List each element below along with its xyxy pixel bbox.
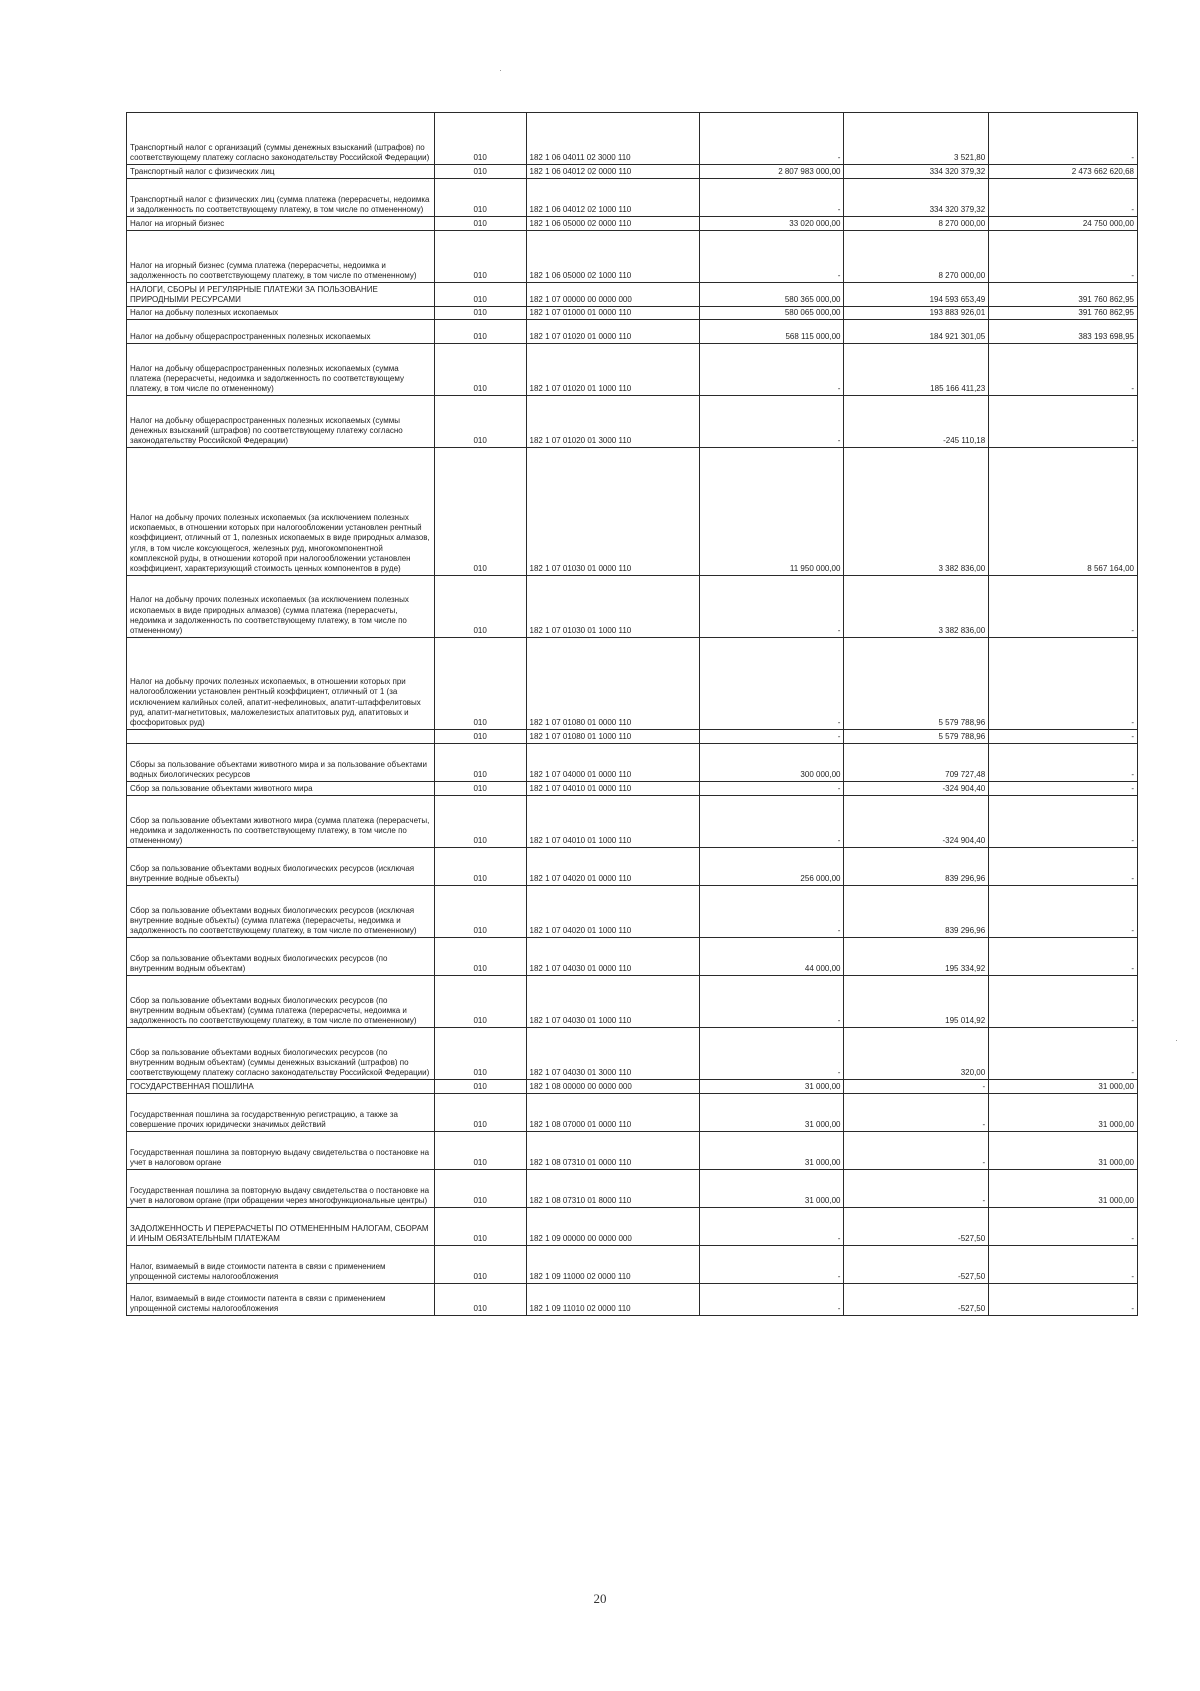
page-number: 20 [593, 1591, 607, 1606]
row-executed: 194 593 653,49 [844, 283, 989, 307]
row-kbk: 182 1 07 01080 01 0000 110 [526, 638, 699, 730]
row-executed: 5 579 788,96 [844, 730, 989, 744]
table-row [127, 165, 1138, 179]
table-row [127, 448, 1138, 576]
row-name: Сборы за пользование объектами животного мира и за пользование объектами водных биологических ресурсов [127, 744, 435, 782]
row-executed: -527,50 [844, 1246, 989, 1284]
row-kbk: 182 1 06 04012 02 1000 110 [526, 179, 699, 217]
row-name: НАЛОГИ, СБОРЫ И РЕГУЛЯРНЫЕ ПЛАТЕЖИ ЗА ПОЛЬЗОВАНИЕ ПРИРОДНЫМИ РЕСУРСАМИ [127, 283, 435, 307]
row-unexecuted: - [989, 1284, 1138, 1316]
row-name: Сбор за пользование объектами животного мира (сумма платежа (перерасчеты, недоимка и задолженность по соответствующему платежу, в том числе по отмененному) [127, 796, 435, 848]
row-approved: 580 065 000,00 [699, 307, 844, 320]
row-executed: 193 883 926,01 [844, 307, 989, 320]
row-unexecuted: - [989, 976, 1138, 1028]
row-kbk: 182 1 09 00000 00 0000 000 [526, 1208, 699, 1246]
table-row [127, 576, 1138, 638]
row-kbk: 182 1 07 01020 01 3000 110 [526, 396, 699, 448]
row-executed: 8 270 000,00 [844, 231, 989, 283]
table-row [127, 344, 1138, 396]
scan-speck [500, 70, 501, 71]
table-row [127, 1170, 1138, 1208]
row-code: 010 [434, 1284, 526, 1316]
table-row [127, 938, 1138, 976]
row-unexecuted: - [989, 231, 1138, 283]
row-unexecuted: 31 000,00 [989, 1132, 1138, 1170]
row-kbk: 182 1 06 05000 02 1000 110 [526, 231, 699, 283]
row-approved: 256 000,00 [699, 848, 844, 886]
row-name: Сбор за пользование объектами водных биологических ресурсов (по внутренним водным объектам) (суммы денежных взысканий (штрафов) по соответствующему платежу согласно законодательству Российской Федерации) [127, 1028, 435, 1080]
row-code: 010 [434, 1170, 526, 1208]
table-row [127, 320, 1138, 344]
row-kbk: 182 1 07 01020 01 1000 110 [526, 344, 699, 396]
row-approved: - [699, 1246, 844, 1284]
row-kbk: 182 1 06 05000 02 0000 110 [526, 217, 699, 231]
row-unexecuted: - [989, 576, 1138, 638]
row-unexecuted: 2 473 662 620,68 [989, 165, 1138, 179]
row-executed: - [844, 1170, 989, 1208]
row-executed: 195 334,92 [844, 938, 989, 976]
table-row [127, 848, 1138, 886]
row-unexecuted: 31 000,00 [989, 1094, 1138, 1132]
row-name: Налог на добычу общераспространенных полезных ископаемых [127, 320, 435, 344]
row-kbk: 182 1 08 07000 01 0000 110 [526, 1094, 699, 1132]
table-row [127, 179, 1138, 217]
row-kbk: 182 1 07 01030 01 0000 110 [526, 448, 699, 576]
row-approved: - [699, 396, 844, 448]
row-kbk: 182 1 07 04030 01 3000 110 [526, 1028, 699, 1080]
row-executed: 334 320 379,32 [844, 179, 989, 217]
row-approved: - [699, 179, 844, 217]
row-code: 010 [434, 1246, 526, 1284]
table-row [127, 782, 1138, 796]
row-unexecuted: - [989, 638, 1138, 730]
row-unexecuted: - [989, 344, 1138, 396]
row-kbk: 182 1 07 04020 01 1000 110 [526, 886, 699, 938]
row-name: Налог на добычу прочих полезных ископаемых, в отношении которых при налогообложении установлен рентный коэффициент, отличный от 1 (за исключением калийных солей, апатит-нефелиновых, апатит-штаффелитовых руд, апатит-магнетитовых, маложелезистых апатитовых руд, апатитовых и фосфоритовых руд) [127, 638, 435, 730]
row-code: 010 [434, 976, 526, 1028]
scan-speck [1176, 1040, 1177, 1041]
row-approved: - [699, 231, 844, 283]
row-approved: 31 000,00 [699, 1080, 844, 1094]
row-kbk: 182 1 09 11000 02 0000 110 [526, 1246, 699, 1284]
row-unexecuted: - [989, 848, 1138, 886]
table-row [127, 796, 1138, 848]
row-code: 010 [434, 217, 526, 231]
row-name: Сбор за пользование объектами водных биологических ресурсов (исключая внутренние водные объекты) [127, 848, 435, 886]
row-kbk: 182 1 09 11010 02 0000 110 [526, 1284, 699, 1316]
row-kbk: 182 1 07 01000 01 0000 110 [526, 307, 699, 320]
row-approved: 31 000,00 [699, 1094, 844, 1132]
row-code: 010 [434, 344, 526, 396]
revenue-table [126, 112, 1138, 1316]
row-kbk: 182 1 07 04030 01 1000 110 [526, 976, 699, 1028]
row-kbk: 182 1 07 04020 01 0000 110 [526, 848, 699, 886]
row-name [127, 730, 435, 744]
row-approved: - [699, 886, 844, 938]
table-row [127, 113, 1138, 165]
row-code: 010 [434, 638, 526, 730]
row-code: 010 [434, 165, 526, 179]
row-name: Налог на добычу общераспространенных полезных ископаемых (сумма платежа (перерасчеты, недоимка и задолженность по соответствующему платежу, в том числе по отмененному) [127, 344, 435, 396]
row-kbk: 182 1 07 01020 01 0000 110 [526, 320, 699, 344]
row-approved: 580 365 000,00 [699, 283, 844, 307]
row-name: Транспортный налог с организаций (суммы денежных взысканий (штрафов) по соответствующему платежу согласно законодательству Российской Федерации) [127, 113, 435, 165]
table-row [127, 886, 1138, 938]
row-approved: - [699, 638, 844, 730]
row-approved: 2 807 983 000,00 [699, 165, 844, 179]
row-name: Налог на игорный бизнес (сумма платежа (перерасчеты, недоимка и задолженность по соответствующему платежу, в том числе по отмененному) [127, 231, 435, 283]
row-executed: 195 014,92 [844, 976, 989, 1028]
row-kbk: 182 1 07 00000 00 0000 000 [526, 283, 699, 307]
row-name: Транспортный налог с физических лиц (сумма платежа (перерасчеты, недоимка и задолженность по соответствующему платежу, в том числе по отмененному) [127, 179, 435, 217]
table-row [127, 1028, 1138, 1080]
row-code: 010 [434, 730, 526, 744]
row-code: 010 [434, 1132, 526, 1170]
row-executed: 185 166 411,23 [844, 344, 989, 396]
row-unexecuted: 391 760 862,95 [989, 307, 1138, 320]
row-approved: 33 020 000,00 [699, 217, 844, 231]
row-executed: 320,00 [844, 1028, 989, 1080]
row-unexecuted: - [989, 782, 1138, 796]
row-name: Налог, взимаемый в виде стоимости патента в связи с применением упрощенной системы налогообложения [127, 1246, 435, 1284]
table-row [127, 396, 1138, 448]
row-unexecuted: - [989, 179, 1138, 217]
row-name: Сбор за пользование объектами водных биологических ресурсов (по внутренним водным объектам) (сумма платежа (перерасчеты, недоимка и задолженность по соответствующему платежу, в том числе по отмененному) [127, 976, 435, 1028]
row-name: Налог на добычу полезных ископаемых [127, 307, 435, 320]
row-unexecuted: - [989, 886, 1138, 938]
table-row [127, 1080, 1138, 1094]
row-unexecuted: 31 000,00 [989, 1080, 1138, 1094]
row-approved: 31 000,00 [699, 1132, 844, 1170]
row-code: 010 [434, 576, 526, 638]
row-approved: 300 000,00 [699, 744, 844, 782]
table-row [127, 730, 1138, 744]
row-approved: - [699, 113, 844, 165]
row-approved: 31 000,00 [699, 1170, 844, 1208]
row-code: 010 [434, 283, 526, 307]
table-row [127, 1284, 1138, 1316]
row-approved: - [699, 796, 844, 848]
row-code: 010 [434, 744, 526, 782]
row-executed: 3 521,80 [844, 113, 989, 165]
table-row [127, 744, 1138, 782]
row-code: 010 [434, 113, 526, 165]
row-unexecuted: 31 000,00 [989, 1170, 1138, 1208]
row-name: ЗАДОЛЖЕННОСТЬ И ПЕРЕРАСЧЕТЫ ПО ОТМЕНЕННЫМ НАЛОГАМ, СБОРАМ И ИНЫМ ОБЯЗАТЕЛЬНЫМ ПЛАТЕЖАМ [127, 1208, 435, 1246]
row-executed: 8 270 000,00 [844, 217, 989, 231]
row-name: Сбор за пользование объектами водных биологических ресурсов (по внутренним водным объектам) [127, 938, 435, 976]
row-approved: - [699, 730, 844, 744]
row-name: Сбор за пользование объектами водных биологических ресурсов (исключая внутренние водные объекты) (сумма платежа (перерасчеты, недоимка и задолженность по соответствующему платежу, в том числе по отмененному) [127, 886, 435, 938]
row-approved: - [699, 1284, 844, 1316]
row-code: 010 [434, 231, 526, 283]
row-name: Государственная пошлина за повторную выдачу свидетельства о постановке на учет в налоговом органе [127, 1132, 435, 1170]
row-executed: 334 320 379,32 [844, 165, 989, 179]
row-unexecuted: 391 760 862,95 [989, 283, 1138, 307]
row-unexecuted: 24 750 000,00 [989, 217, 1138, 231]
row-code: 010 [434, 796, 526, 848]
row-name: Налог, взимаемый в виде стоимости патента в связи с применением упрощенной системы налогообложения [127, 1284, 435, 1316]
row-approved: - [699, 1028, 844, 1080]
table-row [127, 217, 1138, 231]
row-unexecuted: - [989, 730, 1138, 744]
table-row [127, 1132, 1138, 1170]
row-unexecuted: - [989, 796, 1138, 848]
row-code: 010 [434, 448, 526, 576]
row-name: Налог на добычу прочих полезных ископаемых (за исключением полезных ископаемых, в отношении которых при налогообложении установлен рентный коэффициент, отличный от 1, полезных ископаемых в виде природных алмазов, угля, в том числе коксующегося, железных руд, многокомпонентной комплексной руды, в отношении которой при налогообложении установлен коэффициент, характеризующий стоимость ценных компонентов в руде) [127, 448, 435, 576]
row-code: 010 [434, 307, 526, 320]
row-name: ГОСУДАРСТВЕННАЯ ПОШЛИНА [127, 1080, 435, 1094]
table-row [127, 638, 1138, 730]
row-executed: -324 904,40 [844, 796, 989, 848]
row-executed: 3 382 836,00 [844, 576, 989, 638]
table-row [127, 1094, 1138, 1132]
row-kbk: 182 1 07 01080 01 1000 110 [526, 730, 699, 744]
row-executed: 184 921 301,05 [844, 320, 989, 344]
row-code: 010 [434, 782, 526, 796]
row-kbk: 182 1 06 04011 02 3000 110 [526, 113, 699, 165]
row-kbk: 182 1 07 01030 01 1000 110 [526, 576, 699, 638]
row-approved: - [699, 1208, 844, 1246]
report-sheet [126, 112, 1138, 1316]
row-name: Государственная пошлина за повторную выдачу свидетельства о постановке на учет в налоговом органе (при обращении через многофункциональные центры) [127, 1170, 435, 1208]
row-unexecuted: 8 567 164,00 [989, 448, 1138, 576]
row-executed: - [844, 1080, 989, 1094]
row-code: 010 [434, 848, 526, 886]
row-approved: - [699, 576, 844, 638]
row-unexecuted: - [989, 1246, 1138, 1284]
table-row [127, 283, 1138, 307]
row-approved: - [699, 976, 844, 1028]
row-approved: 11 950 000,00 [699, 448, 844, 576]
row-kbk: 182 1 08 07310 01 8000 110 [526, 1170, 699, 1208]
row-approved: - [699, 782, 844, 796]
row-kbk: 182 1 08 00000 00 0000 000 [526, 1080, 699, 1094]
row-code: 010 [434, 179, 526, 217]
table-row [127, 307, 1138, 320]
row-unexecuted: - [989, 113, 1138, 165]
row-kbk: 182 1 07 04010 01 0000 110 [526, 782, 699, 796]
row-approved: - [699, 344, 844, 396]
row-kbk: 182 1 08 07310 01 0000 110 [526, 1132, 699, 1170]
row-code: 010 [434, 396, 526, 448]
row-executed: - [844, 1132, 989, 1170]
row-kbk: 182 1 07 04030 01 0000 110 [526, 938, 699, 976]
row-code: 010 [434, 1028, 526, 1080]
row-executed: - [844, 1094, 989, 1132]
row-executed: 3 382 836,00 [844, 448, 989, 576]
row-executed: 5 579 788,96 [844, 638, 989, 730]
table-row [127, 231, 1138, 283]
row-executed: -324 904,40 [844, 782, 989, 796]
row-code: 010 [434, 938, 526, 976]
row-name: Транспортный налог с физических лиц [127, 165, 435, 179]
row-unexecuted: - [989, 744, 1138, 782]
row-code: 010 [434, 886, 526, 938]
row-executed: -527,50 [844, 1208, 989, 1246]
row-name: Государственная пошлина за государственную регистрацию, а также за совершение прочих юридически значимых действий [127, 1094, 435, 1132]
row-name: Налог на игорный бизнес [127, 217, 435, 231]
row-approved: 568 115 000,00 [699, 320, 844, 344]
row-name: Налог на добычу прочих полезных ископаемых (за исключением полезных ископаемых в виде природных алмазов) (сумма платежа (перерасчеты, недоимка и задолженность по соответствующему платежу, в том числе по отмененному) [127, 576, 435, 638]
row-unexecuted: - [989, 1208, 1138, 1246]
row-executed: -527,50 [844, 1284, 989, 1316]
row-executed: 839 296,96 [844, 848, 989, 886]
row-name: Сбор за пользование объектами животного мира [127, 782, 435, 796]
row-code: 010 [434, 1080, 526, 1094]
row-kbk: 182 1 07 04010 01 1000 110 [526, 796, 699, 848]
row-executed: 709 727,48 [844, 744, 989, 782]
row-unexecuted: 383 193 698,95 [989, 320, 1138, 344]
row-code: 010 [434, 1208, 526, 1246]
row-unexecuted: - [989, 1028, 1138, 1080]
row-executed: 839 296,96 [844, 886, 989, 938]
row-kbk: 182 1 07 04000 01 0000 110 [526, 744, 699, 782]
row-unexecuted: - [989, 938, 1138, 976]
table-row [127, 1246, 1138, 1284]
row-name: Налог на добычу общераспространенных полезных ископаемых (суммы денежных взысканий (штрафов) по соответствующему платежу согласно законодательству Российской Федерации) [127, 396, 435, 448]
row-approved: 44 000,00 [699, 938, 844, 976]
row-executed: -245 110,18 [844, 396, 989, 448]
revenue-table-body [127, 113, 1138, 1316]
row-kbk: 182 1 06 04012 02 0000 110 [526, 165, 699, 179]
table-row [127, 1208, 1138, 1246]
table-row [127, 976, 1138, 1028]
row-code: 010 [434, 320, 526, 344]
row-code: 010 [434, 1094, 526, 1132]
row-unexecuted: - [989, 396, 1138, 448]
